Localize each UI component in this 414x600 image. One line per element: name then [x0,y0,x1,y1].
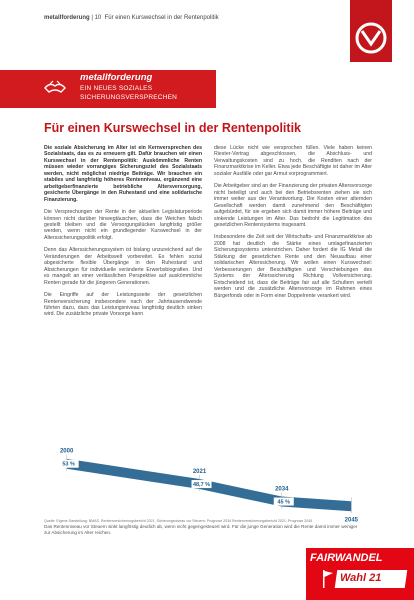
year-label: 2034 [275,486,289,493]
paragraph-r1: diese Lücke nicht wie versprochen füllen. Viele haben keinen Riester-Vertrag abgeschlossen, die Abschluss- und Verwaltungskosten sind zu hoch, die Renditen nach der Finanzmarktkrise im Keller. Etwa jede Beschäftigte ist daher im Alter sozialer Ausfälle oder gar Armut vorprogrammiert. [214,145,372,177]
paragraph-1: Die Versprechungen der Rente in der aktuellen Legislaturperiode können nicht darüber hinwegtäuschen, dass die Weichen falsch gestellt bleiben und die Versorgungslücken langfristig größer werden, wenn nicht ein grundlegender Kurswechsel in der Alterssicherungspolitik erfolgt. [44,209,202,241]
header-page: | 10 [91,15,102,21]
year-label: 2021 [192,469,207,476]
year-label: 2000 [59,448,74,455]
flag-icon [322,570,334,588]
article-title: Für einen Kurswechsel in der Rentenpolitik [44,121,301,135]
value-label: 48,7 % [192,482,211,489]
right-column [214,145,372,305]
banner-subtitle [80,84,177,102]
banner-title: metallforderung [80,72,153,83]
paragraph-r3: Insbesondere die Zeit seit der Wirtschafts- und Finanzmarktkrise ab 2008 hat deutlich die Stärke eines umlagefinanzierten Sicherungssystems unterstrichen. Daher fordert die IG Metall die Stärkung der gesetzlichen Rente und den Neuaufbau einer solidarischen Alterssicherung. Wir wollen einen Kurswechsel: Verbesserungen der Beschäftigten und Verschiebungen des Systems der Alterssicherung Richtung Vollversicherung. Entscheidend ist, dass die Beiträge fair auf alle Schultern verteilt werden und die zusätzliche Altersvorsorge im Rahmen eines Bürgerfonds oder in Form einer Doppelrente verankert wird. [214,234,372,299]
chart-source: Quelle: Eigene Darstellung; BMAS, Rentenversicherungsbericht 2021, Sicherungsniveau vor Steuern; Prognose 2034 Rentenversicherungsbericht 2021; Prognose 2045 [44,519,313,523]
hands-icon [44,76,66,96]
header-line [44,15,219,21]
header-title: Für einen Kurswechsel in der Rentenpolitik [104,15,219,21]
paragraph-r2: Die Arbeitgeber sind an der Finanzierung der privaten Altersvorsorge nicht beteiligt und auch bei den Betriebsrenten ziehen sie sich immer weiter aus der Verantwortung. Die Kosten einer alternden Gesellschaft werden damit zunehmend den Beschäftigten aufgebürdet, für sie ergeben sich damit immer höhere Beiträge und sinkende Leistungen im Alter. Das bedroht die Legitimation des gesetzlichen Rentensystems insgesamt. [214,183,372,228]
chart-footnote: Das Rentenniveau vor Steuern sinkt langfristig deutlich ab, wenn nicht gegengesteuert wird. Für die junge Generation wird die Rente damit immer weniger zur Absicherung im Alter reichen. [44,524,358,535]
fairwandel-wahl: Wahl 21 [340,572,382,584]
lead-paragraph: Die soziale Absicherung im Alter ist ein Kernversprechen des Sozialstaats, das es zu erneuern gilt. Dafür brauchen wir einen Kurswechsel in der Rentenpolitik: Auskömmliche Renten müssen wieder vorrangiges Sicherungsziel des Sozialstaats werden, nicht möglichst niedrige Beiträge. Wir brauchen ein stabiles und langfristig höheres Rentenniveau, ergänzend eine arbeitgeberfinanzierte betriebliche Altersversorgung, gesicherte Übergänge in den Ruhestand und eine solidarische Finanzierung. [44,145,202,203]
header-brand: metallforderung [44,15,90,21]
year-label: 2045 [344,517,359,524]
value-label: 53 % [62,461,75,468]
fairwandel-title: FAIRWANDEL [310,552,383,564]
left-column [44,145,202,324]
ig-metall-logo [350,0,392,62]
paragraph-3: Die Eingriffe auf der Leistungsseite der gesetzlichen Rentenversicherung insbesondere nach der Jahrtausendwende führten dazu, dass das Leistungsniveau langfristig deutlich sinken wird. Die zusätzliche private Vorsorge kann [44,292,202,318]
paragraph-2: Denn das Alterssicherungssystem ist bislang unzureichend auf die Veränderungen der Arbeitswelt vorbereitet. Es fehlen sozial abgesicherte flexible Übergänge in den Ruhestand und Absicherungen für individuelle veränderte Erwerbsbiografien. Und es mangelt an einer verlässlichen Perspektive auf auskömmliche Renten gerade für die jüngeren Generationen. [44,247,202,286]
banner-line-1: EIN NEUES SOZIALES [80,85,153,92]
value-label: 45 % [277,499,291,506]
banner-line-2: SICHERUNGSVERSPRECHEN [80,94,178,101]
